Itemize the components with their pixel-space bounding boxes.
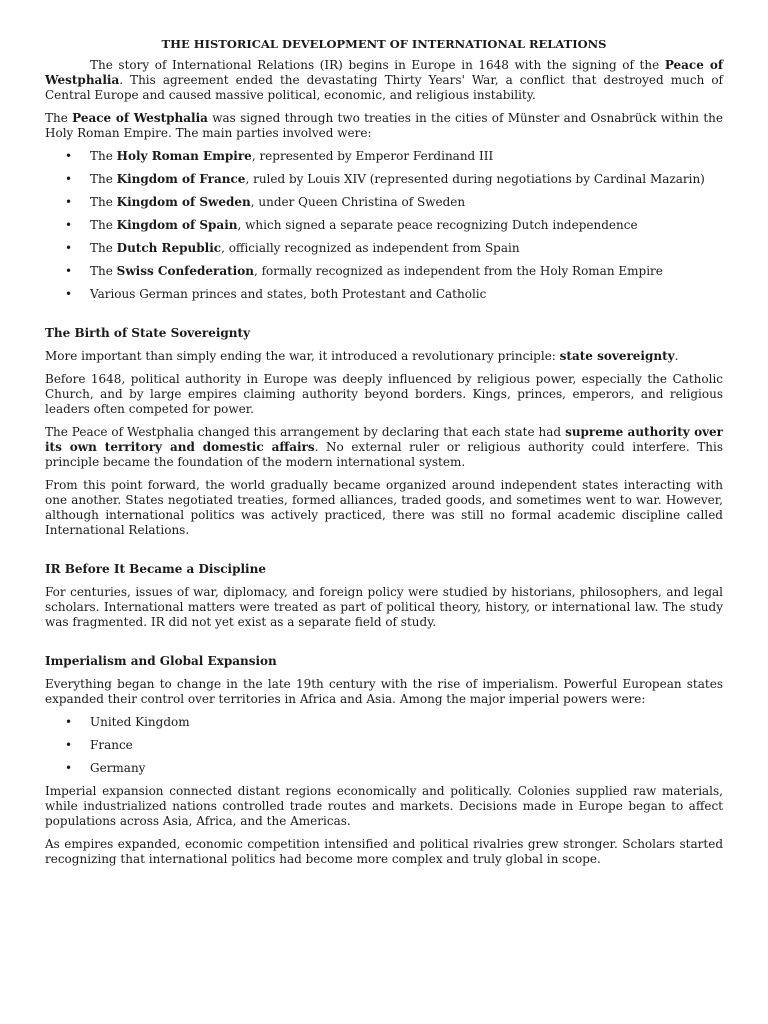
text-run: The — [90, 149, 117, 163]
list-item — [45, 287, 723, 302]
bullet-icon: • — [65, 195, 73, 209]
text-run: , officially recognized as independent from Spain — [221, 241, 520, 255]
text-run: The — [90, 218, 117, 232]
discipline-paragraph-1: For centuries, issues of war, diplomacy, and foreign policy were studied by historians, philosophers, and legal scholars. International matters were treated as part of political theory, history, or international law. The study was fragmented. IR did not yet exist as a separate field of study. — [45, 585, 723, 629]
bullet-icon: • — [65, 218, 73, 232]
section-heading-discipline: IR Before It Became a Discipline — [45, 562, 266, 576]
text-run: was signed through two treaties in the cities of Münster and Osnabrück within the Holy Roman Empire. The main parties involved were: — [45, 111, 723, 140]
text-run: . No external ruler or religious authority could interfere. This principle became the foundation of the modern international system. — [45, 440, 723, 469]
bullet-icon: • — [65, 264, 73, 278]
intro-paragraph-1 — [45, 58, 723, 103]
list-item — [45, 761, 723, 776]
list-item — [45, 218, 723, 233]
text-run: The — [90, 172, 117, 186]
bold-term: Peace of Westphalia — [45, 58, 723, 87]
sovereignty-paragraph-3 — [45, 425, 723, 470]
sovereignty-paragraph-4: From this point forward, the world gradually became organized around independent states interacting with one another. States negotiated treaties, formed alliances, traded goods, and sometimes went to war. However, although international politics was actively practiced, there was still no formal academic discipline called International Relations. — [45, 478, 723, 537]
text-run: The Peace of Westphalia changed this arrangement by declaring that each state had — [45, 425, 566, 439]
list-item — [45, 264, 723, 279]
sovereignty-paragraph-1 — [45, 349, 723, 364]
text-run: , represented by Emperor Ferdinand III — [251, 149, 494, 163]
list-item — [45, 738, 723, 753]
bullet-icon: • — [65, 761, 73, 775]
section-heading-imperialism: Imperialism and Global Expansion — [45, 654, 277, 668]
bold-term: state sovereignty — [559, 349, 675, 363]
text-run: , which signed a separate peace recognizing Dutch independence — [237, 218, 638, 232]
bullet-icon: • — [65, 241, 73, 255]
bullet-icon: • — [65, 738, 73, 752]
text-run: The — [90, 195, 117, 209]
bold-term: Kingdom of France — [116, 172, 246, 186]
intro-paragraph-2 — [45, 111, 723, 141]
text-run: The — [90, 241, 117, 255]
list-item — [45, 715, 723, 730]
bold-term: Holy Roman Empire — [116, 149, 252, 163]
bold-term: Dutch Republic — [116, 241, 222, 255]
text-run: Various German princes and states, both Protestant and Catholic — [90, 287, 487, 301]
text-run: , ruled by Louis XIV (represented during negotiations by Cardinal Mazarin) — [245, 172, 705, 186]
list-item — [45, 172, 723, 187]
text-run: The story of International Relations (IR) begins in Europe in 1648 with the signing of the — [90, 58, 665, 72]
list-item — [45, 195, 723, 210]
imperialism-paragraph-3: As empires expanded, economic competition intensified and political rivalries grew stronger. Scholars started recognizing that international politics had become more complex and truly global in scope. — [45, 837, 723, 866]
text-run: . This agreement ended the devastating Thirty Years' War, a conflict that destroyed much of Central Europe and caused massive political, economic, and religious instability. — [45, 73, 723, 102]
bullet-icon: • — [65, 715, 73, 729]
text-run: More important than simply ending the war, it introduced a revolutionary principle: — [45, 349, 560, 363]
bold-term: Kingdom of Spain — [116, 218, 238, 232]
text-run: France — [90, 738, 133, 752]
text-run: . — [674, 349, 679, 363]
bullet-icon: • — [65, 149, 73, 163]
text-run: The — [90, 264, 117, 278]
imperial-powers-list — [45, 715, 723, 776]
bullet-icon: • — [65, 172, 73, 186]
text-run: , formally recognized as independent from the Holy Roman Empire — [253, 264, 663, 278]
imperialism-paragraph-2: Imperial expansion connected distant regions economically and politically. Colonies supplied raw materials, while industrialized nations controlled trade routes and markets. Decisions made in Europe began to affect populations across Asia, Africa, and the Americas. — [45, 784, 723, 828]
bold-term: Peace of Westphalia — [72, 111, 208, 125]
parties-list — [45, 149, 723, 302]
list-item — [45, 149, 723, 164]
text-run: United Kingdom — [90, 715, 190, 729]
imperialism-paragraph-1: Everything began to change in the late 19th century with the rise of imperialism. Powerful European states expanded their control over territories in Africa and Asia. Among the major imperial powers were: — [45, 677, 723, 706]
list-item — [45, 241, 723, 256]
text-run: The — [45, 111, 73, 125]
section-heading-sovereignty: The Birth of State Sovereignty — [45, 326, 251, 340]
document-page — [45, 37, 723, 875]
bold-term: Kingdom of Sweden — [116, 195, 251, 209]
bold-term: supreme authority over its own territory and domestic affairs — [45, 425, 723, 454]
text-run: Germany — [90, 761, 146, 775]
sovereignty-paragraph-2: Before 1648, political authority in Europe was deeply influenced by religious power, especially the Catholic Church, and by large empires claiming authority beyond borders. Kings, princes, emperors, and religious leaders often competed for power. — [45, 372, 723, 416]
text-run: , under Queen Christina of Sweden — [250, 195, 466, 209]
bullet-icon: • — [65, 287, 73, 301]
bold-term: Swiss Confederation — [116, 264, 254, 278]
document-title: THE HISTORICAL DEVELOPMENT OF INTERNATIONAL RELATIONS — [161, 37, 607, 51]
